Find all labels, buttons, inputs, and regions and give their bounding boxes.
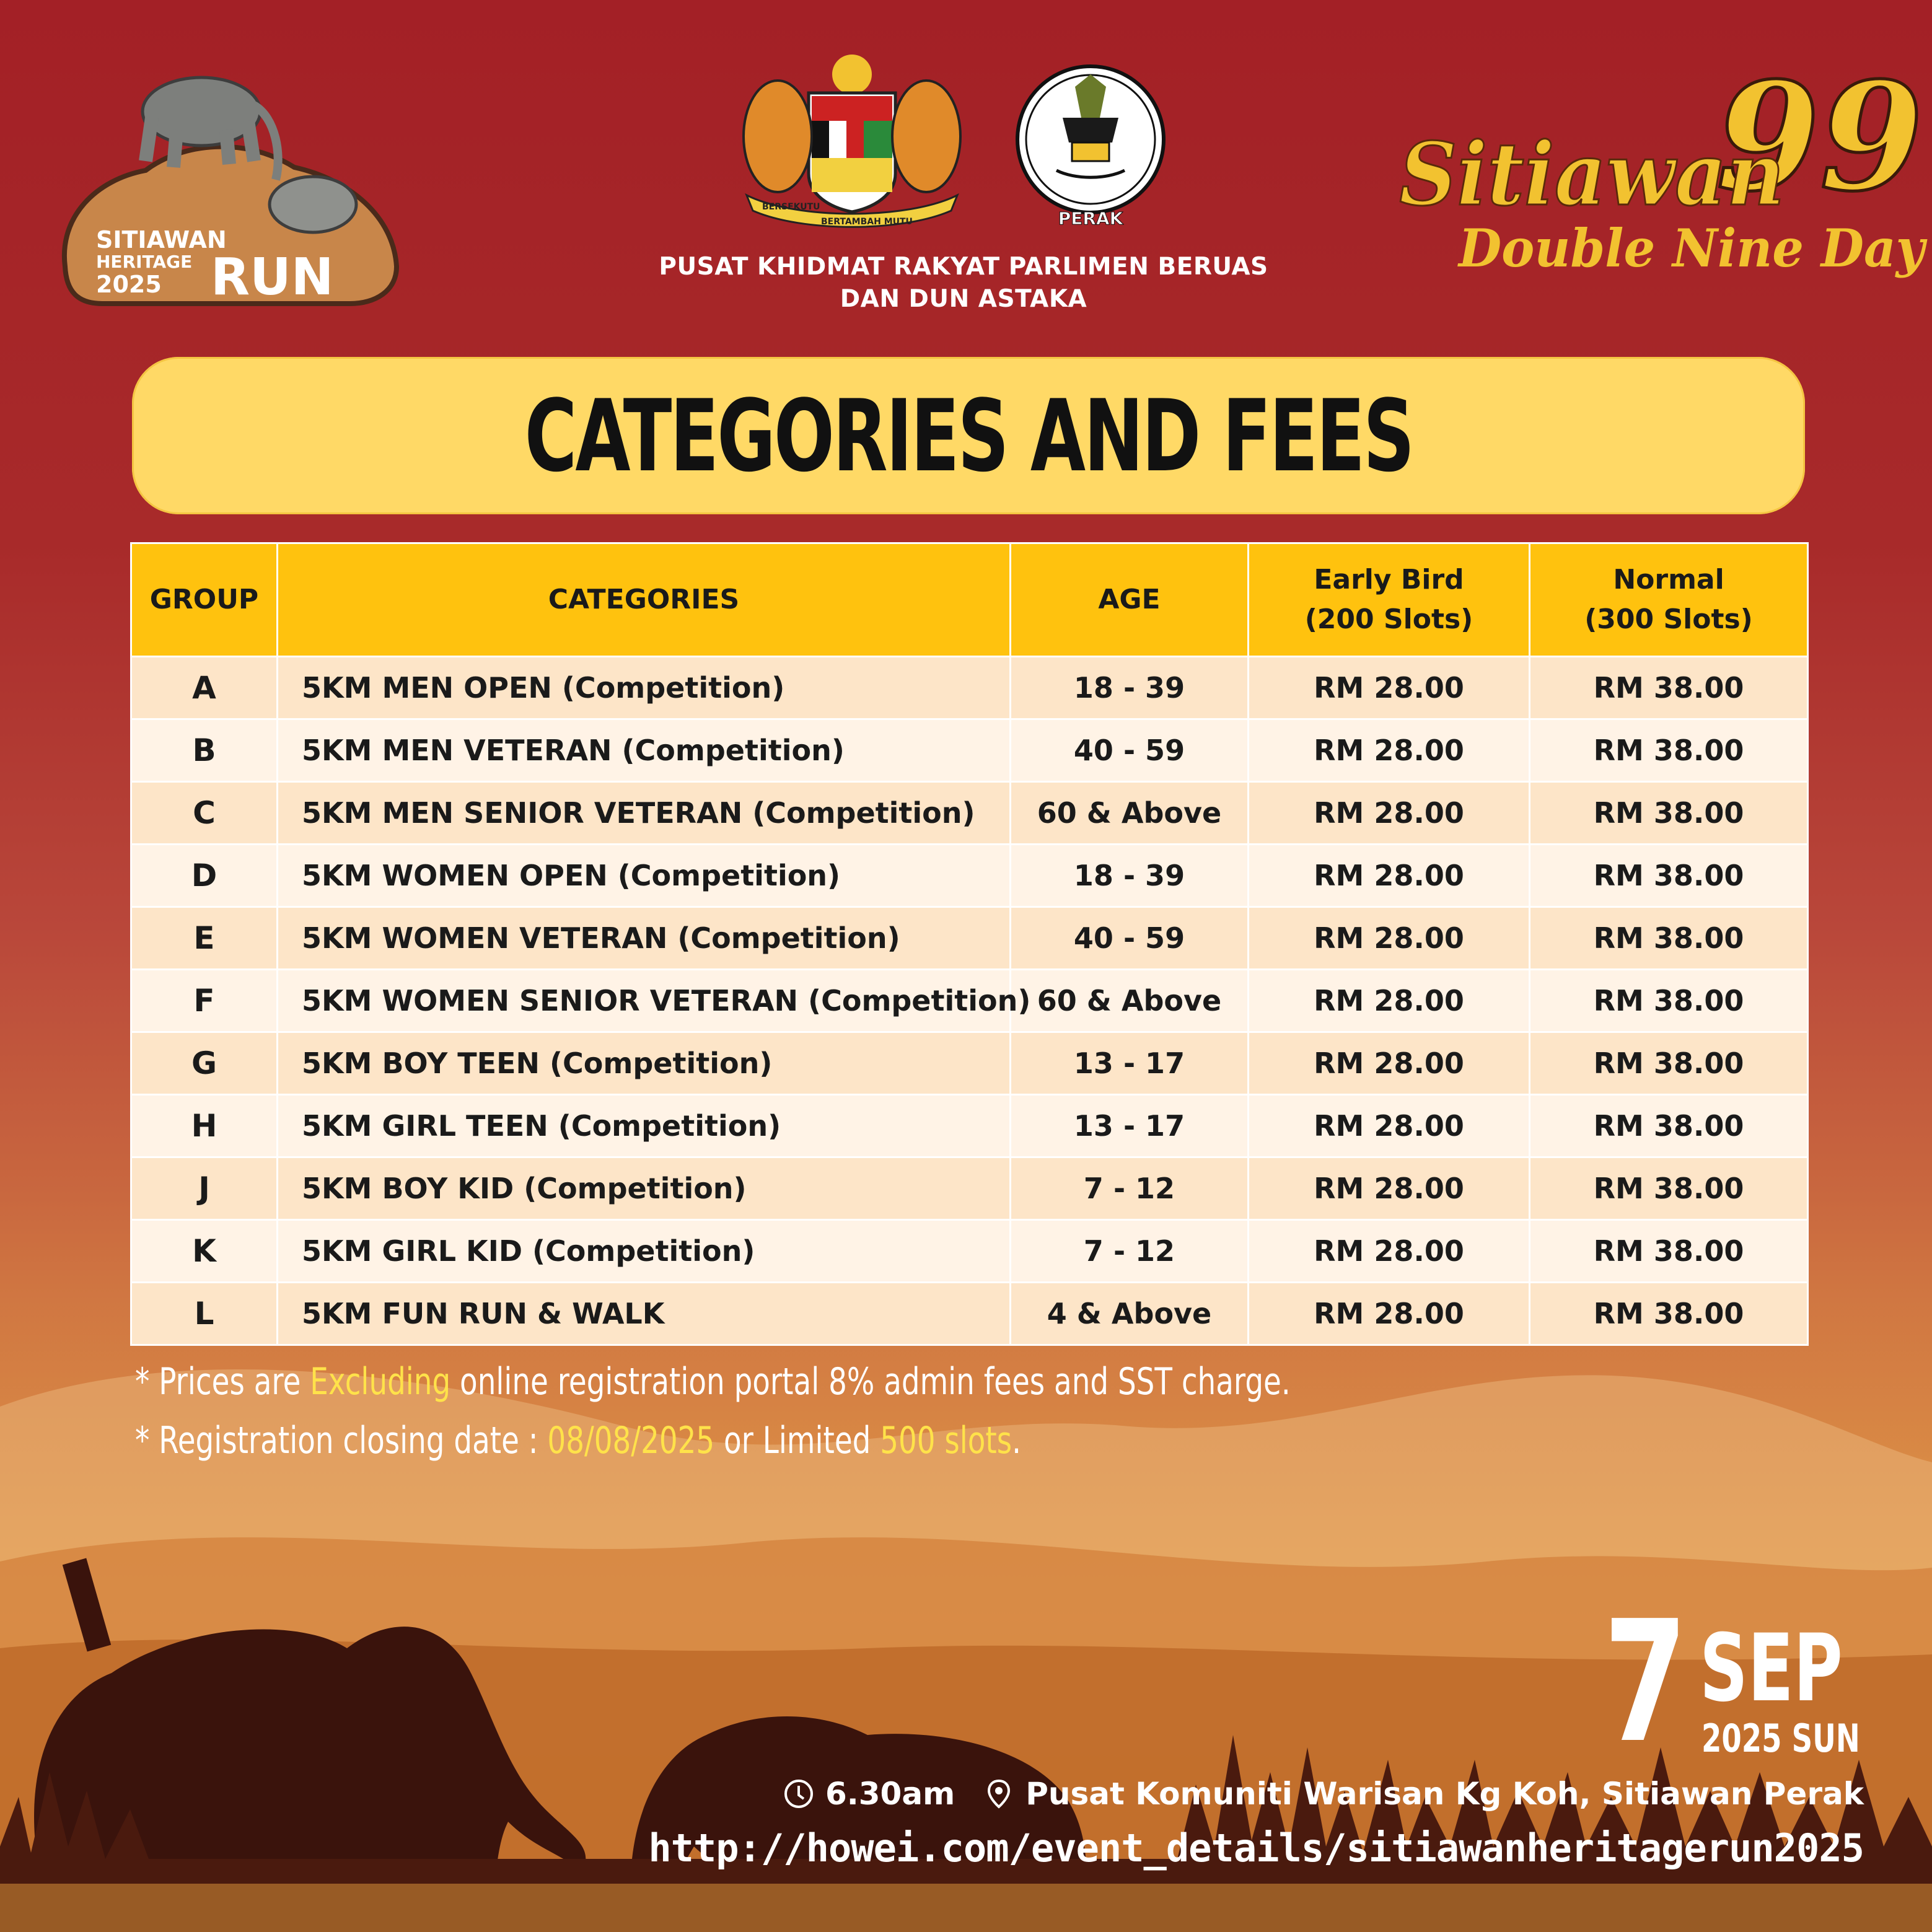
table-body	[131, 657, 1808, 1345]
row-normal-fee: RM 38.00	[1530, 845, 1808, 907]
page-title: CATEGORIES AND FEES	[524, 377, 1413, 494]
clock-icon	[783, 1778, 814, 1809]
row-age: 18 - 39	[1011, 845, 1249, 907]
row-group: F	[131, 970, 278, 1032]
title-banner	[132, 357, 1805, 514]
sitiawan-logo-number: 99	[1716, 50, 1923, 224]
row-normal-fee: RM 38.00	[1530, 970, 1808, 1032]
crest-motto-left: BERSEKUTU	[762, 202, 820, 212]
row-age: 7 - 12	[1011, 1220, 1249, 1283]
note-registration-closing	[135, 1419, 1021, 1462]
event-year-weekday: 2025 SUN	[1701, 1716, 1860, 1761]
organizer-block	[651, 251, 1276, 315]
perak-state-crest	[1013, 62, 1168, 235]
organizer-line1: PUSAT KHIDMAT RAKYAT PARLIMEN BERUAS	[659, 253, 1268, 281]
row-group: B	[131, 719, 278, 782]
categories-fees-table	[130, 542, 1809, 1346]
row-early-bird-fee: RM 28.00	[1249, 1283, 1530, 1345]
crest-motto-bottom: BERTAMBAH MUTU	[821, 217, 913, 227]
row-normal-fee: RM 38.00	[1530, 1095, 1808, 1157]
table-header-row	[131, 543, 1808, 657]
row-normal-fee: RM 38.00	[1530, 1157, 1808, 1220]
row-category: 5KM WOMEN OPEN (Competition)	[278, 845, 1011, 907]
row-age: 13 - 17	[1011, 1095, 1249, 1157]
note-pricing-highlight: Excluding	[310, 1360, 451, 1403]
note-closing-prefix: * Registration closing date :	[135, 1419, 548, 1462]
heritage-logo-line3: 2025	[96, 271, 162, 298]
row-normal-fee: RM 38.00	[1530, 719, 1808, 782]
row-normal-fee: RM 38.00	[1530, 1032, 1808, 1095]
row-group: G	[131, 1032, 278, 1095]
header-normal-label: Normal	[1613, 564, 1724, 595]
event-month: SEP	[1700, 1615, 1843, 1723]
row-early-bird-fee: RM 28.00	[1249, 1095, 1530, 1157]
table-row	[131, 1220, 1808, 1283]
location-pin-icon	[983, 1778, 1014, 1809]
sitiawan-logo-subtitle: Double Nine Day	[1459, 218, 1925, 279]
row-early-bird-fee: RM 28.00	[1249, 845, 1530, 907]
row-group: C	[131, 782, 278, 845]
event-info-line	[783, 1776, 1864, 1812]
event-date	[1604, 1584, 1864, 1780]
row-age: 60 & Above	[1011, 970, 1249, 1032]
note-closing-end: .	[1012, 1419, 1022, 1462]
header-age: AGE	[1011, 543, 1249, 657]
note-closing-date: 08/08/2025	[547, 1419, 715, 1462]
header-early-bird-slots: (200 Slots)	[1304, 604, 1473, 635]
table-row	[131, 1157, 1808, 1220]
table-row	[131, 907, 1808, 970]
row-age: 13 - 17	[1011, 1032, 1249, 1095]
row-normal-fee: RM 38.00	[1530, 1283, 1808, 1345]
table-row	[131, 657, 1808, 719]
row-category: 5KM MEN OPEN (Competition)	[278, 657, 1011, 719]
row-normal-fee: RM 38.00	[1530, 907, 1808, 970]
note-closing-middle: or Limited	[714, 1419, 880, 1462]
row-normal-fee: RM 38.00	[1530, 657, 1808, 719]
header-categories: CATEGORIES	[278, 543, 1011, 657]
note-pricing-suffix: online registration portal 8% admin fees and SST charge.	[450, 1360, 1291, 1403]
row-age: 40 - 59	[1011, 719, 1249, 782]
event-venue: Pusat Komuniti Warisan Kg Koh, Sitiawan Perak	[1025, 1776, 1864, 1812]
heritage-logo-line1: SITIAWAN	[96, 226, 227, 253]
header-normal	[1530, 543, 1808, 657]
row-early-bird-fee: RM 28.00	[1249, 782, 1530, 845]
event-time: 6.30am	[825, 1776, 955, 1812]
row-group: L	[131, 1283, 278, 1345]
row-group: J	[131, 1157, 278, 1220]
malaysia-coat-of-arms	[734, 50, 970, 235]
row-category: 5KM FUN RUN & WALK	[278, 1283, 1011, 1345]
row-category: 5KM MEN VETERAN (Competition)	[278, 719, 1011, 782]
row-age: 40 - 59	[1011, 907, 1249, 970]
row-normal-fee: RM 38.00	[1530, 1220, 1808, 1283]
organizer-line2: DAN DUN ASTAKA	[840, 285, 1087, 313]
sitiawan-heritage-run-logo	[59, 62, 400, 307]
row-early-bird-fee: RM 28.00	[1249, 1220, 1530, 1283]
row-early-bird-fee: RM 28.00	[1249, 719, 1530, 782]
table-row	[131, 719, 1808, 782]
row-group: E	[131, 907, 278, 970]
table-row	[131, 1095, 1808, 1157]
sitiawan-double-nine-day-logo	[1388, 50, 1925, 304]
table-row	[131, 845, 1808, 907]
header-early-bird-label: Early Bird	[1314, 564, 1464, 595]
row-early-bird-fee: RM 28.00	[1249, 1032, 1530, 1095]
row-group: H	[131, 1095, 278, 1157]
row-category: 5KM BOY KID (Competition)	[278, 1157, 1011, 1220]
row-age: 7 - 12	[1011, 1157, 1249, 1220]
table-row	[131, 1283, 1808, 1345]
row-group: D	[131, 845, 278, 907]
note-pricing	[135, 1360, 1291, 1403]
row-category: 5KM GIRL KID (Competition)	[278, 1220, 1011, 1283]
row-category: 5KM WOMEN SENIOR VETERAN (Competition)	[278, 970, 1011, 1032]
row-category: 5KM MEN SENIOR VETERAN (Competition)	[278, 782, 1011, 845]
row-category: 5KM BOY TEEN (Competition)	[278, 1032, 1011, 1095]
table-row	[131, 970, 1808, 1032]
table-row	[131, 1032, 1808, 1095]
event-url[interactable]: http://howei.com/event_details/sitiawanheritagerun2025	[648, 1825, 1864, 1871]
row-group: K	[131, 1220, 278, 1283]
row-early-bird-fee: RM 28.00	[1249, 907, 1530, 970]
header-early-bird	[1249, 543, 1530, 657]
row-early-bird-fee: RM 28.00	[1249, 970, 1530, 1032]
row-category: 5KM WOMEN VETERAN (Competition)	[278, 907, 1011, 970]
row-category: 5KM GIRL TEEN (Competition)	[278, 1095, 1011, 1157]
row-age: 4 & Above	[1011, 1283, 1249, 1345]
heritage-logo-line2: HERITAGE	[96, 252, 193, 272]
row-group: A	[131, 657, 278, 719]
heritage-logo-line4: RUN	[211, 248, 334, 307]
event-day: 7	[1604, 1584, 1688, 1780]
row-age: 60 & Above	[1011, 782, 1249, 845]
row-normal-fee: RM 38.00	[1530, 782, 1808, 845]
header-normal-slots: (300 Slots)	[1584, 604, 1753, 635]
perak-crest-label: PERAK	[1058, 208, 1123, 229]
note-pricing-prefix: * Prices are	[135, 1360, 310, 1403]
table-row	[131, 782, 1808, 845]
header-group: GROUP	[131, 543, 278, 657]
row-early-bird-fee: RM 28.00	[1249, 657, 1530, 719]
note-closing-slots: 500 slots	[880, 1419, 1012, 1462]
sitiawan-logo-title: Sitiawan	[1399, 123, 1785, 226]
row-early-bird-fee: RM 28.00	[1249, 1157, 1530, 1220]
row-age: 18 - 39	[1011, 657, 1249, 719]
